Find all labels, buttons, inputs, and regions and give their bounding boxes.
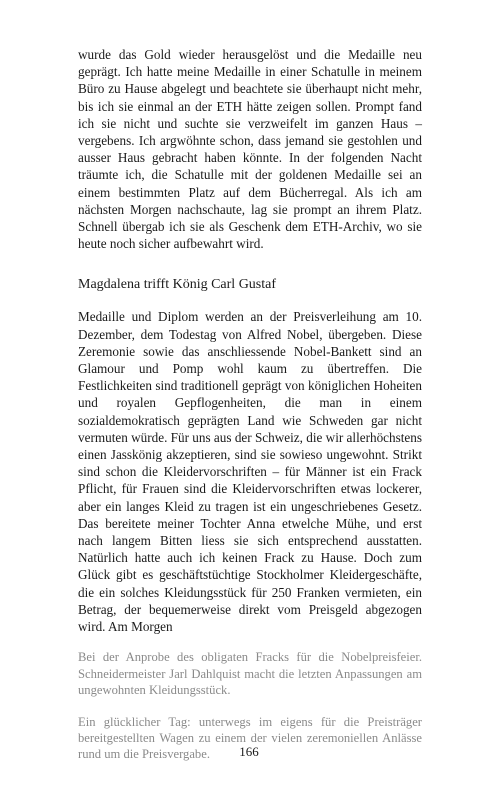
body-paragraph-2: Medaille und Diplom werden an der Preisverleihung am 10. Dezember, dem Todestag von Alfred Nobel, übergeben. Diese Zeremonie sowie das anschliessende Nobel-Bankett sind an Glamour und Pomp wohl kaum zu übertreffen. Die Festlichkeiten sind traditionell geprägt von königlichen Hoheiten und royalen Gepflogenheiten, die man in einem sozialdemokratisch geprägten Land wie Schweden gar nicht vermuten würde. Für uns aus der Schweiz, die wir allerhöchstens einen Jasskönig akzeptieren, sind sie sowieso ungewohnt. Strikt sind schon die Kleidervorschriften – für Männer ist ein Frack Pflicht, für Frauen sind die Kleidervorschriften etwas lockerer, aber ein langes Kleid zu tragen ist ein ungeschriebenes Gesetz. Das bereitete meiner Tochter Anna etwelche Mühe, und erst nach langem Bitten liess sie sich entsprechend ausstatten. Natürlich hatte auch ich keinen Frack zu Hause. Doch zum Glück gibt es geschäftstüchtige Stockholmer Kleidergeschäfte, die ein solches Kleidungsstück für 250 Franken vermieten, ein Betrag, der bequemerweise direkt vom Preisgeld abgezogen wird. Am Morgen [78, 309, 422, 635]
photo-caption-2: Ein glücklicher Tag: unterwegs im eigens für die Preisträger bereitgestellten Wagen zu einem der vielen zeremoniellen Anlässe rund um die Preisvergabe. [78, 714, 422, 762]
page-body [78, 46, 422, 763]
section-heading: Magdalena trifft König Carl Gustaf [78, 277, 277, 293]
page-number: 166 [239, 744, 259, 759]
photo-caption-1: Bei der Anprobe des obligaten Fracks für die Nobelpreisfeier. Schneidermeister Jarl Dahlquist macht die letzten Anpassungen am ungewohnten Kleidungsstück. [78, 650, 422, 697]
body-paragraph-1: wurde das Gold wieder herausgelöst und die Medaille neu geprägt. Ich hatte meine Medaille in einer Schatulle in meinem Büro zu Hause abgelegt und beachtete sie überhaupt nicht mehr, bis ich sie einmal an der ETH hätte zeigen sollen. Prompt fand ich sie nicht und suchte sie verzweifelt im ganzen Haus – vergebens. Ich argwöhnte schon, dass jemand sie gestohlen und ausser Haus gebracht haben könnte. In der folgenden Nacht träumte ich, die Schatulle mit der goldenen Medaille sei an einem bestimmten Platz auf dem Bücherregal. Als ich am nächsten Morgen nachschaute, lag sie prompt an ihrem Platz. Schnell übergab ich sie als Geschenk dem ETH-Archiv, wo sie heute noch sicher aufbewahrt wird. [78, 47, 422, 252]
